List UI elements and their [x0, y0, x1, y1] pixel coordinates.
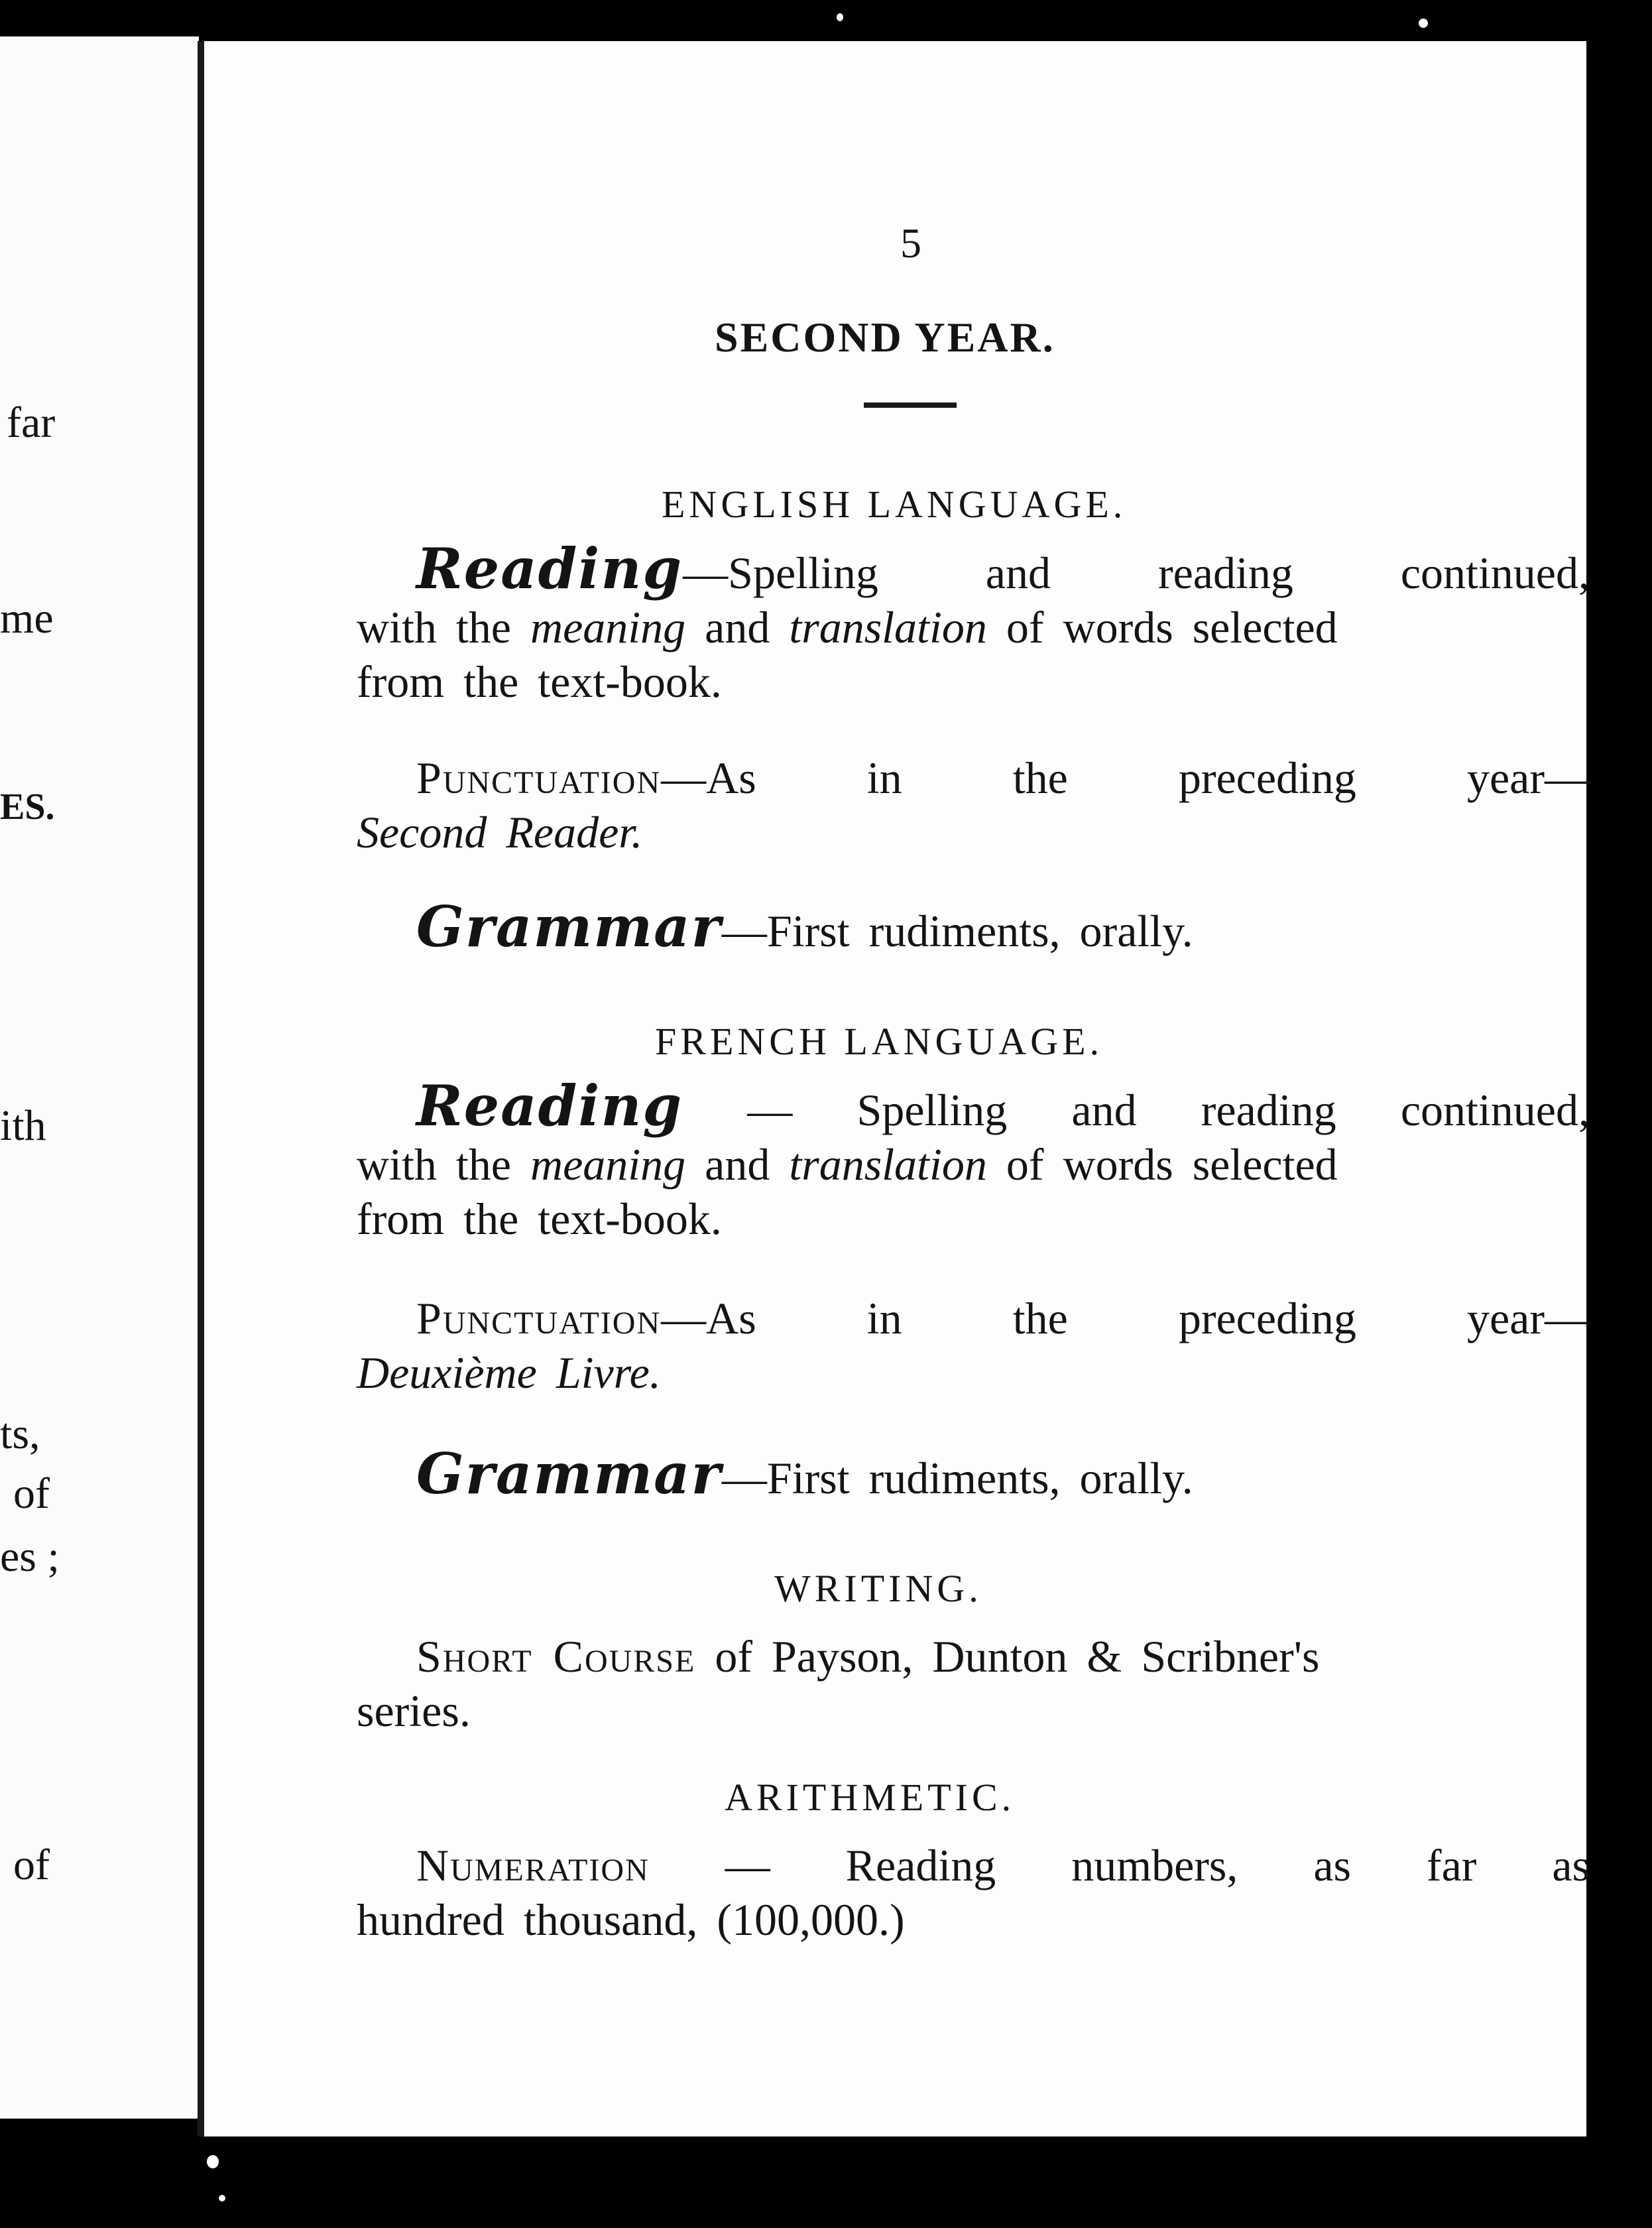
english-reading-paragraph: Reading—Spelling and reading continued, with the meaning and translation of words selected from the text-book.	[357, 536, 1590, 707]
facing-page-fragment: ES.	[0, 786, 55, 828]
facing-page-fragment: es ;	[0, 1532, 60, 1581]
french-heading: FRENCH LANGUAGE.	[655, 1020, 1103, 1063]
french-reading-paragraph: Reading — Spelling and reading continued, with the meaning and translation of words selected from the text-book.	[357, 1073, 1590, 1244]
french-grammar-paragraph: Grammar—First rudiments, orally.	[416, 1441, 1193, 1507]
title-rule	[864, 402, 957, 408]
scan-speck	[219, 2195, 225, 2201]
writing-paragraph: Short Course of Payson, Dunton & Scribner's series.	[357, 1631, 1320, 1736]
facing-page-fragment: of	[13, 1841, 50, 1889]
english-grammar-paragraph: Grammar—First rudiments, orally.	[416, 894, 1193, 959]
scan-speck	[837, 13, 843, 21]
french-reading-term: Reading	[416, 1073, 683, 1139]
writing-heading: WRITING.	[774, 1567, 982, 1610]
arithmetic-heading: ARITHMETIC.	[725, 1776, 1016, 1819]
scan-speck	[1419, 19, 1428, 28]
facing-page-fragment: ith	[0, 1101, 46, 1150]
facing-page-fragment: me	[0, 594, 54, 643]
writing-term: Short Course	[416, 1631, 696, 1682]
facing-page-fragment: far	[7, 399, 56, 447]
arithmetic-term: Numeration	[416, 1840, 650, 1890]
english-reading-term: Reading	[416, 536, 683, 601]
arithmetic-paragraph: Numeration — Reading numbers, as far as hundred thousand, (100,000.)	[357, 1840, 1590, 1945]
book-page	[198, 41, 1590, 2136]
page-title: SECOND YEAR.	[715, 314, 1055, 361]
french-punctuation-term: Punctuation	[416, 1293, 662, 1343]
english-grammar-term: Grammar	[416, 894, 722, 959]
english-punctuation-paragraph: Punctuation—As in the preceding year— Second Reader.	[357, 753, 1590, 857]
facing-page	[0, 36, 199, 2119]
page-number: 5	[900, 219, 921, 267]
french-grammar-term: Grammar	[416, 1441, 722, 1507]
scan-speck	[207, 2155, 219, 2168]
french-punctuation-paragraph: Punctuation—As in the preceding year— Deuxième Livre.	[357, 1293, 1590, 1398]
english-punctuation-term: Punctuation	[416, 753, 662, 803]
facing-page-fragment: of	[13, 1469, 50, 1518]
english-heading: ENGLISH LANGUAGE.	[662, 483, 1127, 526]
facing-page-fragment: ts,	[0, 1410, 40, 1458]
